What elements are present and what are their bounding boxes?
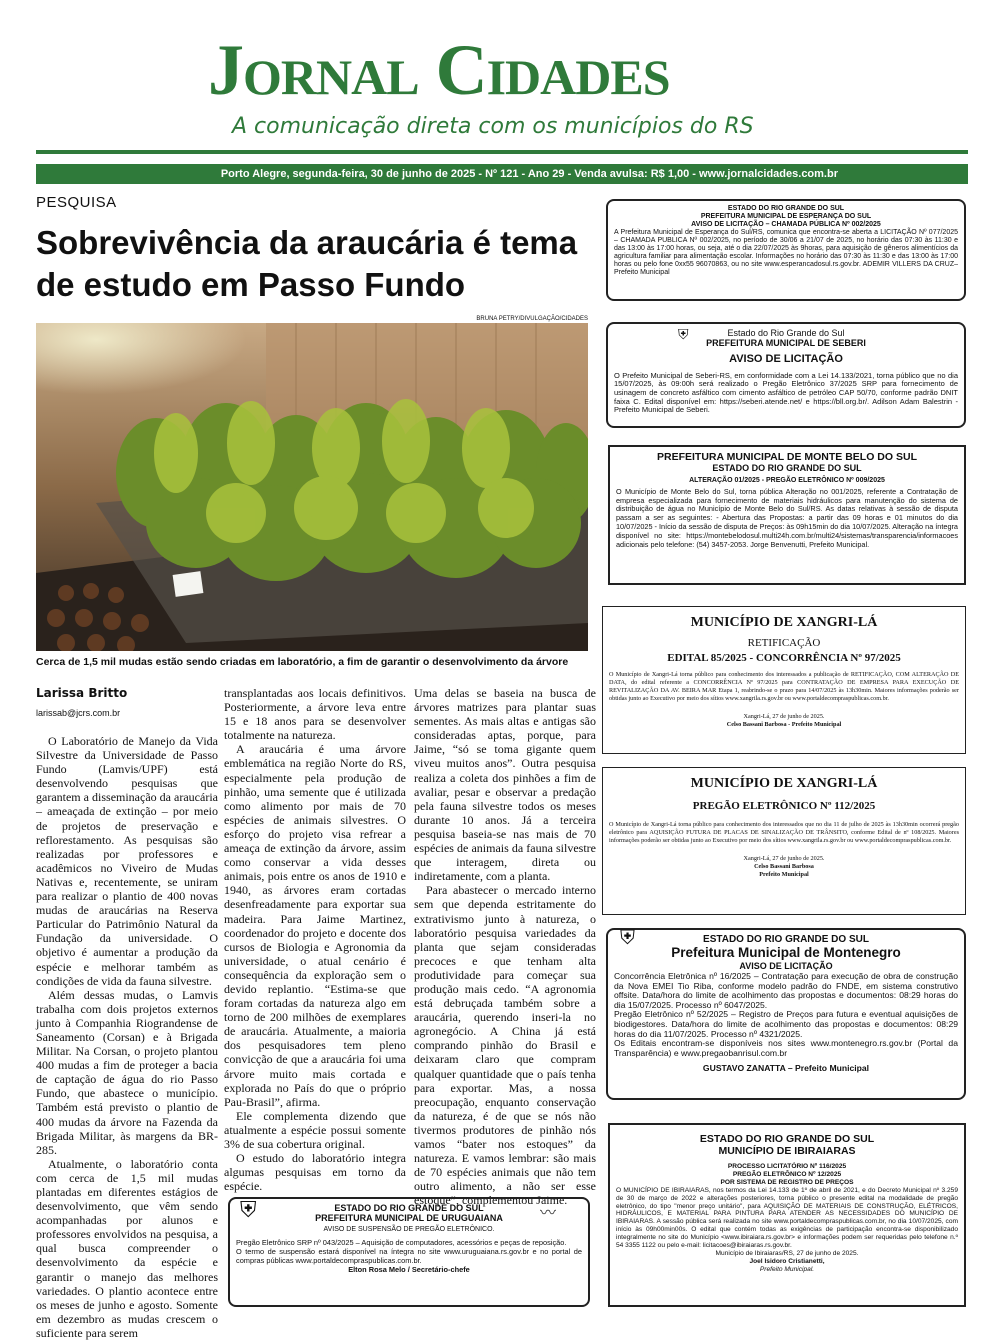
ad-notice-title: AVISO DE SUSPENSÃO DE PREGÃO ELETRÔNICO.: [323, 1226, 495, 1233]
ad-notice-title: PREGÃO ELETRÔNICO Nº 12/2025: [732, 1170, 842, 1178]
coat-of-arms-icon: ⛨: [620, 927, 635, 949]
paragraph: Atualmente, o laboratório conta com cerca de 1,5 mil mudas plantadas em diferentes estágios de desenvolvimento, que vêm sendo acompanhadas por alunos e professores envolvidos na pesquisa, a qual busca compreender o desenvolvimento da espécie e garantir o manejo das melhores variedades. O plantio acontece entre os meses de junho e agosto. Somente em dezembro as mudas crescem o suficiente para serem: [36, 1156, 218, 1340]
ad-process: PROCESSO LICITATÓRIO Nº 116/2025: [727, 1163, 847, 1170]
ad-prefecture: PREFEITURA MUNICIPAL DE MONTE BELO DO SUL: [657, 451, 917, 463]
ad-notice-title: RETIFICAÇÃO: [747, 637, 821, 649]
ad-date: Xangri-Lá, 27 de junho de 2025.: [743, 855, 825, 862]
ad-signature: GUSTAVO ZANATTA – Prefeito Municipal: [702, 1063, 870, 1074]
paragraph: transplantadas aos locais definitivos. Posteriormente, a árvore leva entre 15 e 18 anos para se desenvolver totalmente na natureza.: [224, 686, 406, 743]
paragraph: O estudo do laboratório integra algumas pesquisas em torno da espécie.: [224, 1151, 406, 1194]
ad-body: O MUNICÍPIO DE IBIRAIARAS, nos termos da Lei 14.133 de 1º de abril de 2021, e do Decreto Municipal nº 3.259 de 30 de março de 2022 e alterações posteriores, torna público o presente edital na modalidade de pregão eletrônico, do tipo "menor preço unitário", para AQUISIÇÃO DE MATERIAIS DE CONSTRUÇÃO, ELÉTRICOS, HIDRÁULICOS, E MATERIAL PARA PINTURA PARA ATENDER AS NECESSIDADES DO MUNICÍPIO DE IBIRAIARAS. A sessão pública será realizada no site www.portaldecompraspublicas.com.br, no dia 10/07/2025, com início às 09h00min00s. O edital que contém todas as exigências de participação encontra-se disponibilizado integralmente no site do Município <www.ibiraiara.rs.gov.br> e informações podem ser requeridas pelo telefone n.º 54 3355 1122 ou pelo e-mail: licitacoes@ibiraiaras.rs.gov.br.: [616, 1186, 958, 1250]
ad-prefecture: PREFEITURA MUNICIPAL DE URUGUAIANA: [315, 1213, 503, 1223]
ad-xangri-la-pregao: [602, 767, 966, 915]
ad-state: ESTADO DO RIO GRANDE DO SUL: [699, 1133, 875, 1145]
paragraph: Ele complementa dizendo que atualmente a espécie possui somente 3% de sua cobertura original.: [224, 1108, 406, 1151]
ad-state: ESTADO DO RIO GRANDE DO SUL: [334, 1203, 484, 1213]
dateline-bar: Porto Alegre, segunda-feira, 30 de junho de 2025 - Nº 121 - Ano 29 - Venda avulsa: R$ 1,00 - www.jornalcidades.com.br: [36, 164, 968, 184]
araucaria-seedlings-image: [36, 323, 588, 651]
ad-state: ESTADO DO RIO GRANDE DO SUL: [703, 934, 869, 945]
ad-municipality: MUNICÍPIO DE XANGRI-LÁ: [690, 615, 878, 630]
paragraph: Uma delas se baseia na busca de árvores matrizes para plantar suas sementes. As mais altas e antigas são consideradas aptas, porque, para Jaime, “só se toma gigante quem viveu muitos anos”. Outra pesquisa realiza a coleta dos pinhões a fim de avaliar, pesar e observar a predação pela fauna silvestre todos os meses durante 10 anos. Já a terceira pesquisa baseia-se nas mais de 70 espécies de animais da fauna silvestre que interagem, direta ou indiretamente, com a planta.: [414, 686, 596, 884]
ad-body: A Prefeitura Municipal de Esperança do Sul/RS, comunica que encontra-se aberta a LICITAÇÃO Nº 077/2025 – CHAMADA PUBLICA Nº 002/2025, no período de 30/06 a 21/07 de 2025, no horário das 07:30 às 11:30 e das 13:00 às 17:00 horas, ou seja, até o dia 22/07/2025 às 9horas, para aquisição de gêneros alimentícios da agricultura familiar para alimentação escolar. Informações no horário das 07:30 às 11:30 e das 13:00 às 17:00 horas ou pelo fone 0xx55 96070863, ou no site www.esperancadosul.rs.gov.br. ADEMIR VILLERS DA CRUZ– Prefeito Municipal: [614, 229, 958, 276]
ad-notice-title: AVISO DE LICITAÇÃO: [739, 961, 833, 971]
ad-body: O Município de Xangri-Lá torna público para conhecimento dos interessados a publicação de RETIFICAÇÃO, COM ALTERAÇÃO DE DATA, do edital referente a CONCORRÊNCIA Nº 97/2025 para CONTRATAÇÃO DE EMPRESA PARA EXECUÇÃO DE REVITALIZAÇÃO DA AV. BEIRA MAR Etapa 1, reabrindo-se o prazo para 14/07/2025 às 13h30min. Maiores informações poderão ser obtidas junto ao Executivo por meio dos sítios www.xangrila.rs.gov.br ou www.portaldecompraspublicas.com.br.: [609, 671, 959, 702]
city-logo-icon: 〰: [540, 1205, 557, 1222]
coat-of-arms-icon: ⛨: [240, 1197, 257, 1222]
ad-ibiraiaras: [608, 1123, 966, 1307]
ad-montenegro: [606, 928, 966, 1100]
ad-signature: Joel Isidoro Cristianetti,: [749, 1257, 825, 1265]
ad-date: Município de Ibiraiaras/RS, 27 de junho de 2025.: [715, 1249, 859, 1257]
ad-signature: Celso Bassani Barbosa: [754, 863, 814, 870]
ad-xangri-la-retificacao: [602, 606, 966, 754]
ad-notice-title: PREGÃO ELETRÔNICO Nº 112/2025: [692, 800, 876, 812]
ad-notice-title: ALTERAÇÃO 01/2025 - PREGÃO ELETRÔNICO Nº 009/2025: [689, 477, 885, 484]
paragraph: A araucária é uma árvore emblemática na região Norte do RS, especialmente pela produção de pinhão, uma semente que é utilizada como alimento por mais de 70 espécies de animais silvestres. O esforço do projeto visa refrear a ameaça de extinção da árvore, assim como conservar a vida desses animais, pois entre os anos de 1910 e 1940, as árvores eram cortadas desenfreadamente para exportar sua madeira. Para Jaime Martinez, coordenador do projeto e docente dos cursos de Biologia e Agronomia da universidade, o atual cenário é consequência da exploração sem o devido replantio. “Estima-se que foram cortadas da natureza algo em torno de 200 milhões de exemplares de araucária. Atualmente, a maioria dos pesquisadores tem pleno convicção de que a araucária foi uma árvore muito mais cortada e explorada no País do que o próprio Pau-Brasil”, afirma.: [224, 742, 406, 1109]
author-email: larissab@jcrs.com.br: [36, 708, 121, 718]
ad-monte-belo-do-sul: [608, 445, 966, 585]
coat-of-arms-icon: ⛨: [678, 326, 689, 342]
ad-state: ESTADO DO RIO GRANDE DO SUL: [727, 205, 845, 212]
photo-caption: Cerca de 1,5 mil mudas estão sendo criadas em laboratório, a fim de garantir o desenvolvimento da árvore: [36, 656, 569, 668]
ad-prefecture: Prefeitura Municipal de Montenegro: [671, 945, 901, 960]
ad-seberi: [606, 322, 966, 428]
paragraph: O Laboratório de Manejo da Vida Silvestre da Universidade de Passo Fundo (Lamvis/UPF) está desenvolvendo pesquisas que garantem a disseminação da araucária – ameaçada de extinção – por meio de projetos de preservação e reflorestamento. As pesquisas são realizadas por professores e acadêmicos no Viveiro de Mudas Nativas e, recentemente, se uniram para realizar o plantio de 400 novas mudas de araucárias na Reserva Particular do Patrimônio Natural da Fundação da universidade. O objetivo é aumentar a produção da espécie e melhorar também as condições de vida da fauna silvestre.: [36, 734, 218, 988]
ad-signature: Celso Bassani Barbosa - Prefeito Municipal: [726, 721, 842, 728]
article-photo: [36, 323, 588, 651]
ad-notice-title: AVISO DE LICITAÇÃO – CHAMADA PÚBLICA Nº 002/2025: [691, 221, 881, 228]
ad-prefecture: PREFEITURA MUNICIPAL DE ESPERANÇA DO SUL: [700, 213, 872, 220]
ad-paragraph: Concorrência Eletrônica nº 16/2025 – Contratação para execução de obra de construção da Nova EMEI Tio Riba, conforme modelo padrão do FNDE, em sistema construtivo offsite. Data/hora do limite de acolhimento das propostas e documentos: 08:29 horas do dia 15/07/2025. Processo nº 6047/2025.: [614, 971, 958, 1010]
author-name: Larissa Britto: [36, 686, 128, 700]
ad-body: O Município de Xangri-Lá torna público para conhecimento dos interessados que no dia 11 de julho de 2025 às 13h30min ocorrerá pregão eletrônico para AQUISIÇÃO FUTURA DE PLACAS DE SINALIZAÇÃO DE TRÂNSITO, conforme Edital de nº 108/2025. Maiores informações poderão ser obtidas junto ao Executivo por meio dos sítios www.xangrila.rs.gov.br ou www.portaldecompraspublicas.com.br.: [609, 821, 959, 844]
masthead-title: Jornal Cidades: [208, 30, 670, 110]
article-column-1: [36, 734, 218, 1340]
ad-prefecture: PREFEITURA MUNICIPAL DE SEBERI: [706, 338, 866, 348]
ad-paragraph: Pregão Eletrônico SRP nº 043/2025 – Aquisição de computadores, acessórios e peças de reposição.: [236, 1238, 567, 1247]
ad-paragraph: O termo de suspensão estará disponível na íntegra no site www.uruguaiana.rs.gov.br e no portal de compras públicas www.portaldecompraspublicas.com.br.: [236, 1247, 582, 1265]
ad-esperanca-do-sul: [606, 199, 966, 301]
article-column-2: [224, 686, 406, 1193]
paragraph: Para abastecer o mercado interno sem que dependa estritamente do extrativismo junto à natureza, o laboratório pesquisa variedades da planta que sejam consideradas precoces e que tenham alta produtividade para começar sua produção mais cedo. “A agronomia está debruçada também sobre a araucária, querendo inseri-la no agronegócio. A China já está comprando pinhão do Brasil e deixaram claro que compram qualquer quantidade que o país tenha para exportar. Mas, a nossa preocupação, enquanto conservação da natureza, é de que se nós não tivermos produtores de pinhão nós vamos “bater nos estoques” da natureza. E vamos lembrar: são mais de 70 espécies animais que não tem outro alimento, a não ser esse estoque”, complementou Jaime.: [414, 883, 596, 1208]
ad-state: Estado do Rio Grande do Sul: [727, 328, 845, 338]
ad-paragraph: Os Editais encontram-se disponíveis nos sites www.montenegro.rs.gov.br (Portal da Transparência) e www.pregaobanrisul.com.br: [614, 1038, 958, 1058]
ad-signature: Elton Rosa Melo / Secretário-chefe: [348, 1265, 470, 1274]
ad-edital: EDITAL 85/2025 - CONCORRÊNCIA Nº 97/2025: [667, 652, 901, 664]
ad-date: Xangri-Lá, 27 de junho de 2025.: [743, 713, 825, 720]
ad-body: O Prefeito Municipal de Seberi-RS, em conformidade com a Lei 14.133/2021, torna público que no dia 15/07/2025, às 09:00h será realizado o Pregão Eletrônico 37/2025 SRP para fornecimento de usinagem de concreto asfáltico com cimento asfáltico de petróleo CAP 50/70, conforme padrão DNIT faixa C. Edital disponível em: https://seberi.atende.net/ e https://bll.org.br/. Adilson Adam Balestrin - Prefeito Municipal de Seberi.: [614, 370, 958, 415]
article-headline: Sobrevivência da araucária é tema de estudo em Passo Fundo: [36, 224, 578, 303]
ad-signature-title: Prefeito Municipal: [759, 871, 809, 878]
photo-credit: BRUNA PETRY/DIVULGAÇÃO/CIDADES: [476, 316, 588, 322]
ad-paragraph: Pregão Eletrônico nº 52/2025 – Registro de Preços para futura e eventual aquisições de biodigestores. Data/hora do limite de acolhimento das propostas e documentos: 08:29 horas do dia 11/07/2025. Processo nº 4321/2025.: [614, 1009, 958, 1039]
paragraph: Além dessas mudas, o Lamvis trabalha com dois projetos externos junto à Companhia Riograndense de Saneamento (Corsan) e à Brigada Militar. Na Corsan, o projeto plantou 400 mudas a fim de proteger a bacia de captação de água do rio Passo Fundo, que abastece o município. Também está previsto o plantio de 400 mudas da árvore na Fazenda da Brigada Militar, às margens da BR-285.: [36, 987, 218, 1157]
section-kicker: PESQUISA: [36, 194, 117, 211]
ad-notice-title: AVISO DE LICITAÇÃO: [729, 353, 843, 365]
article-column-3: [414, 686, 596, 1207]
masthead-rule: [36, 150, 968, 154]
ad-body: O Município de Monte Belo do Sul, torna pública Alteração no 001/2025, referente a Contratação de empresa especializada para fornecimento de materiais hidráulicos para manutenção do sistema de distribuição de água no Município de Monte Belo do Sul/RS. As datas relativas à sessão de disputa passam a ser as seguintes: - Abertura das Propostas: a partir das 09 horas e 01 minutos do dia 10/07/2025 - Início da sessão de disputa de Preços: às 09h15min do dia 10/07/2025. Alteração na íntegra disponível no site: https://montebelodosul.multi24h.com.br/multi24/sistemas/transparencia/informacoes adicionais pelo telefone: (54) 3457-2053. Jorge Benvenutti, Prefeito Municipal.: [616, 486, 958, 549]
ad-system: POR SISTEMA DE REGISTRO DE PREÇOS: [720, 1178, 854, 1186]
ad-municipality: MUNICÍPIO DE XANGRI-LÁ: [690, 776, 878, 791]
ad-state: ESTADO DO RIO GRANDE DO SUL: [712, 463, 862, 473]
ad-municipality: MUNICÍPIO DE IBIRAIARAS: [718, 1145, 856, 1157]
masthead-subtitle: A comunicação direta com os municípios do RS: [232, 114, 754, 139]
ad-signature-title: Prefeito Municipal.: [759, 1265, 815, 1273]
ad-uruguaiana: [228, 1197, 590, 1307]
